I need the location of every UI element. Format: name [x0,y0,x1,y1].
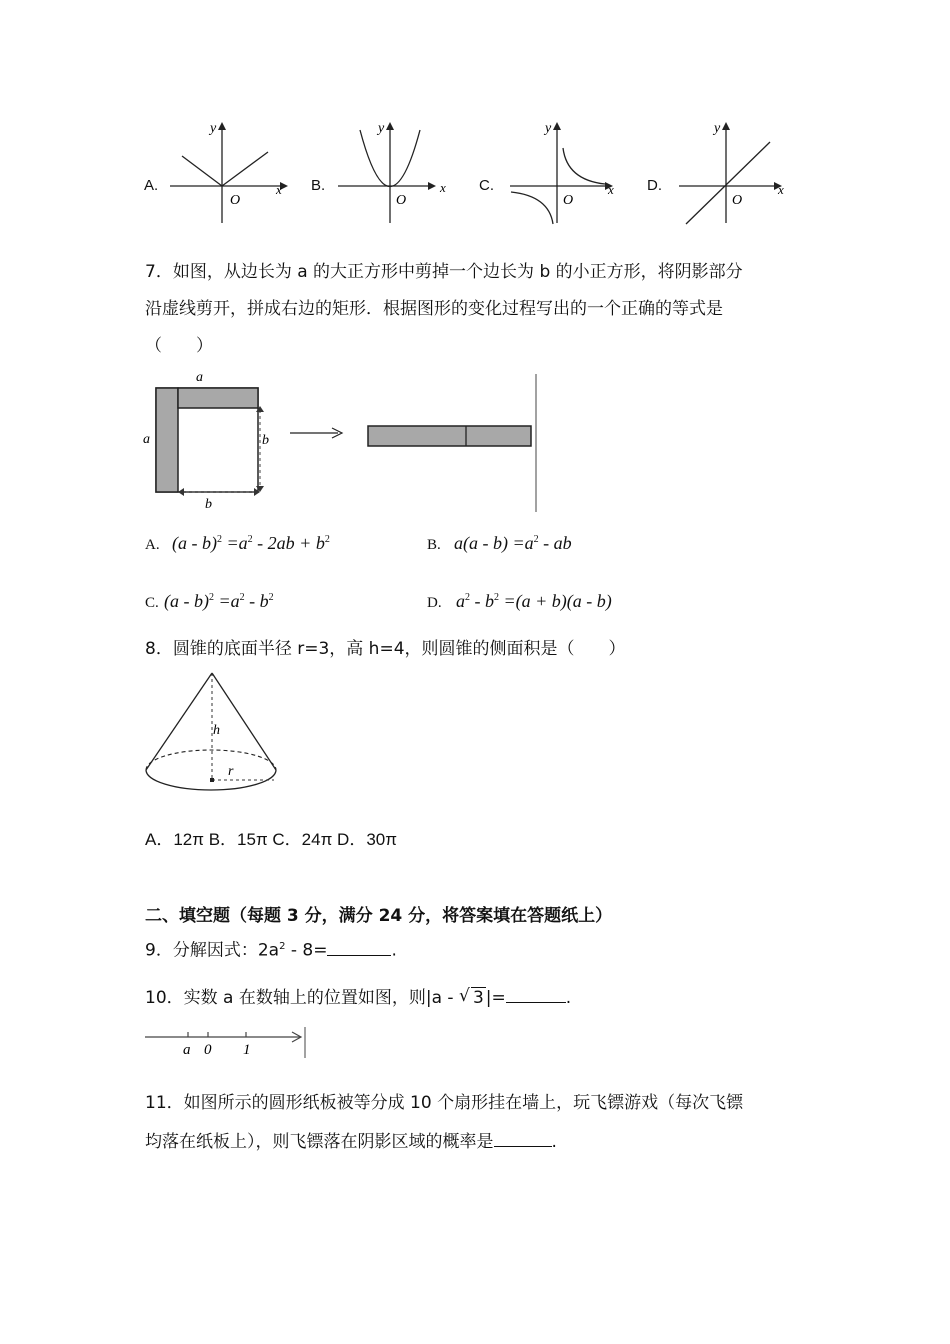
q6-graph-a [170,118,290,228]
svg-text:y: y [545,121,552,136]
q11-answer-blank[interactable] [494,1130,552,1147]
q10-number-line [140,1024,315,1064]
svg-text:O: O [396,193,407,208]
q10-label-a: a [183,1042,191,1058]
origin-label: O [230,193,241,208]
q7-option-c-formula: $(a - b)^2 =a^2 - b^2$ [164,591,274,611]
q9-text: 9．分解因式：$2a^2 - 8=$ . [145,940,397,961]
q7-label-b-bottom: b [205,497,212,512]
q6-option-d-label: D. [647,177,662,194]
q11-text-line2: 均落在纸板上），则飞镖落在阴影区域的概率是 . [145,1132,557,1152]
q7-option-b-formula: $a(a - b) =a^2$ - ab [454,533,572,553]
axis-x-label: x [276,182,282,197]
q7-option-d-label: D. [427,595,442,611]
q7-paren: （ ） [145,336,213,356]
q7-figure [138,366,548,516]
q7-option-c-label: C. [145,595,159,611]
q8-cone-figure [140,665,290,810]
q7-text-line1: 7．如图，从边长为 a 的大正方形中剪掉一个边长为 b 的小正方形，将阴影部分 [145,262,743,282]
svg-text:x: x [440,180,446,195]
q7-option-b-label: B. [427,537,441,553]
q6-option-a-label: A. [144,177,159,194]
svg-text:y: y [714,121,721,136]
svg-text:y: y [378,121,385,136]
svg-text:x: x [778,182,784,197]
q7-label-a-left: a [143,432,150,447]
q10-label-0: 0 [204,1042,212,1058]
q8-label-r: r [228,764,234,779]
q10-answer-blank[interactable] [506,986,566,1003]
axis-y-label: y [210,121,217,136]
q6-graph-c [505,118,625,228]
q7-label-b-right: b [262,433,269,448]
q8-label-h: h [213,723,220,738]
q7-text-line2: 沿虚线剪开，拼成右边的矩形．根据图形的变化过程写出的一个正确的等式是 [145,299,723,319]
q8-options: A．12π B．15π C．24π D．30π [145,830,397,849]
q6-graph-b [338,118,458,228]
section2-heading: 二、填空题（每题 3 分，满分 24 分，将答案填在答题纸上） [145,906,613,926]
q7-option-a-label: A. [145,537,160,553]
q8-text: 8．圆锥的底面半径 r=3，高 h=4，则圆锥的侧面积是（ ） [145,639,626,659]
q11-text-line1: 11．如图所示的圆形纸板被等分成 10 个扇形挂在墙上，玩飞镖游戏（每次飞镖 [145,1093,744,1113]
q6-option-b-label: B. [311,177,326,194]
q7-option-d-formula: $a^2 - b^2 =(a + b)(a - b)$ [456,591,612,611]
q7-label-a-top: a [196,370,203,385]
svg-text:x: x [608,182,614,197]
q7-option-a-formula: $(a - b)^2 =a^2 - 2ab + b^2$ [172,533,330,553]
svg-text:O: O [563,193,574,208]
q10-text: 10．实数 a 在数轴上的位置如图，则|a - √ 3 |= . [145,986,572,1008]
svg-text:O: O [732,193,743,208]
q6-graph-d [674,118,794,228]
q10-label-1: 1 [243,1042,251,1058]
q6-option-c-label: C. [479,177,494,194]
q9-answer-blank[interactable] [327,939,391,956]
